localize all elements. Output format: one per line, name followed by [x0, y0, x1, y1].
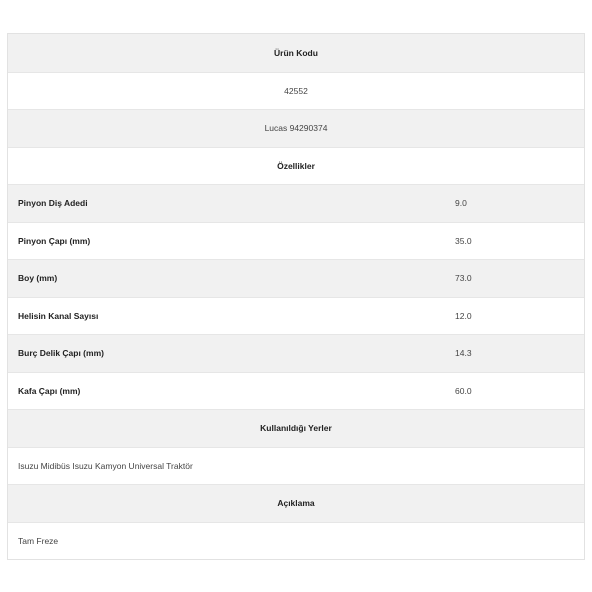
- product-code-row: [8, 72, 584, 110]
- product-reference-row: [8, 109, 584, 147]
- spec-label: Helisin Kanal Sayısı: [18, 310, 99, 321]
- description-header: Açıklama: [277, 498, 315, 509]
- specs-header: Özellikler: [277, 160, 315, 171]
- usage-text: Isuzu Midibüs Isuzu Kamyon Universal Traktör: [18, 460, 193, 471]
- product-code-header: Ürün Kodu: [274, 47, 318, 58]
- spec-label: Pinyon Diş Adedi: [18, 198, 88, 209]
- spec-row: [8, 259, 584, 297]
- description-row: [8, 522, 584, 560]
- spec-value: 73.0: [455, 273, 472, 284]
- spec-value: 60.0: [455, 385, 472, 396]
- spec-value: 35.0: [455, 235, 472, 246]
- spec-value: 14.3: [455, 348, 472, 359]
- product-spec-table: [7, 33, 585, 560]
- product-reference-value: Lucas 94290374: [264, 123, 328, 134]
- spec-row: [8, 334, 584, 372]
- usage-header-row: [8, 409, 584, 447]
- description-text: Tam Freze: [18, 535, 59, 546]
- description-header-row: [8, 484, 584, 522]
- spec-label: Pinyon Çapı (mm): [18, 235, 91, 246]
- product-code-header-row: [8, 34, 584, 72]
- spec-label: Burç Delik Çapı (mm): [18, 348, 104, 359]
- spec-row: [8, 297, 584, 335]
- spec-value: 12.0: [455, 310, 472, 321]
- spec-row: [8, 222, 584, 260]
- spec-label: Kafa Çapı (mm): [18, 385, 81, 396]
- usage-row: [8, 447, 584, 485]
- spec-row: [8, 372, 584, 410]
- spec-row: [8, 184, 584, 222]
- product-code-value: 42552: [284, 85, 308, 96]
- specs-header-row: [8, 147, 584, 185]
- spec-label: Boy (mm): [18, 273, 58, 284]
- spec-value: 9.0: [455, 198, 467, 209]
- usage-header: Kullanıldığı Yerler: [260, 423, 332, 434]
